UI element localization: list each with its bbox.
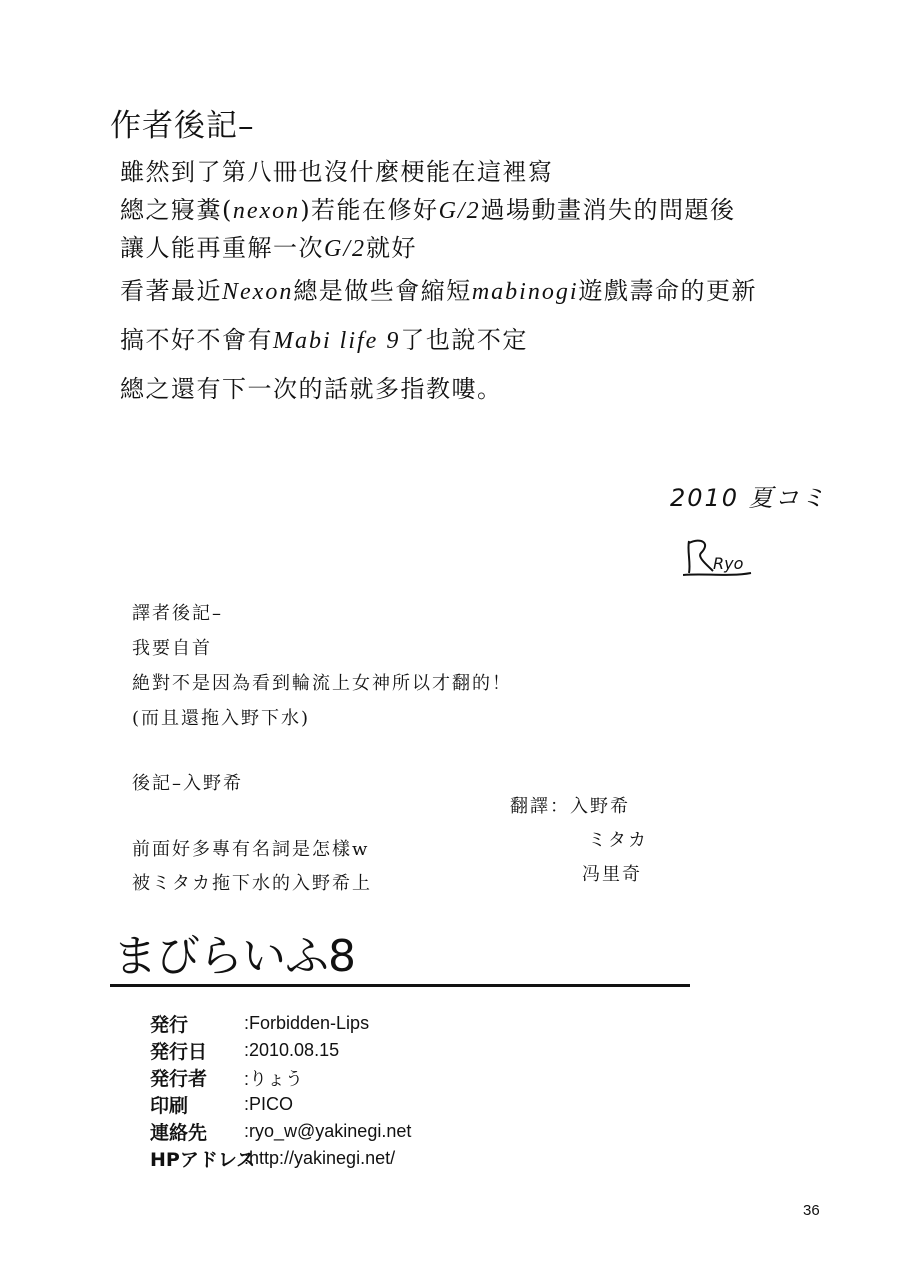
line-text: 搞不好不會有 xyxy=(120,326,273,354)
translator-note xyxy=(132,833,372,901)
colophon-label: HPアドレス xyxy=(150,1149,256,1171)
line-text: 雖然到了第八冊也沒什麼梗能在這裡寫 xyxy=(120,158,554,186)
signoff-date: 2010 夏コミ xyxy=(670,484,827,512)
line-text: 總之還有下一次的話就多指教嘍。 xyxy=(120,375,503,403)
signature-text: Ryo xyxy=(713,554,744,573)
colophon-row-printer xyxy=(150,1091,411,1118)
colophon-value: :PICO xyxy=(244,1094,294,1114)
colophon-label: 発行者 xyxy=(150,1068,208,1090)
line-text: 遊戲壽命的更新 xyxy=(578,277,757,305)
translator-note-line: 前面好多專有名詞是怎樣w xyxy=(132,839,370,860)
author-afterword-line-4 xyxy=(120,271,757,306)
signature-image xyxy=(683,535,753,579)
line-text: 總之寢糞( xyxy=(120,196,233,224)
translator-afterword-line: 我要自首 xyxy=(132,638,212,659)
credits-name: 入野希 xyxy=(570,796,630,817)
line-text: 就好 xyxy=(366,234,417,262)
line-text: 總是做些會縮短 xyxy=(293,277,472,305)
colophon-label: 発行 xyxy=(150,1014,189,1036)
author-afterword-line-2 xyxy=(120,190,736,225)
author-afterword-line-3 xyxy=(120,228,417,263)
author-afterword-line-5 xyxy=(120,320,528,355)
title-divider xyxy=(110,984,690,987)
translation-credits xyxy=(510,790,648,892)
credits-label: 翻譯： xyxy=(510,796,570,817)
credits-name: 冯里奇 xyxy=(582,864,642,885)
latin-term: Mabi life 9 xyxy=(273,328,401,354)
colophon-label: 発行日 xyxy=(150,1041,208,1063)
translator-afterword-line: (而且還拖入野下水) xyxy=(132,708,311,729)
author-afterword-line-6 xyxy=(120,369,503,404)
colophon-value: :Forbidden-Lips xyxy=(244,1013,370,1033)
colophon-value: :2010.08.15 xyxy=(244,1040,340,1060)
latin-term: Nexon xyxy=(222,279,294,305)
colophon-row-contact xyxy=(150,1118,411,1145)
line-text: 讓人能再重解一次 xyxy=(120,234,324,262)
spacer xyxy=(132,736,512,766)
line-text: )若能在修好 xyxy=(300,196,439,224)
colophon-value: :ryo_w@yakinegi.net xyxy=(244,1121,412,1141)
page-number: 36 xyxy=(803,1202,820,1219)
line-text: 看著最近 xyxy=(120,277,222,305)
translator-afterword-heading: 譯者後記– xyxy=(132,603,223,624)
colophon-value: :りょう xyxy=(244,1068,304,1089)
translator-second-heading: 後記–入野希 xyxy=(132,773,243,794)
line-text: 過場動畫消失的問題後 xyxy=(480,196,736,224)
latin-term: nexon xyxy=(232,198,301,224)
latin-term: mabinogi xyxy=(471,279,579,305)
translator-note-line: 被ミタカ拖下水的入野希上 xyxy=(132,873,372,894)
book-title: まびらいふ8 xyxy=(113,931,355,982)
latin-term: G/2 xyxy=(438,198,481,224)
colophon-row-publisher xyxy=(150,1010,411,1037)
credits-name: ミタカ xyxy=(588,830,648,851)
author-afterword-heading: 作者後記– xyxy=(110,108,255,144)
colophon-label: 連絡先 xyxy=(150,1122,208,1144)
colophon-label: 印刷 xyxy=(150,1095,189,1117)
translator-afterword xyxy=(132,596,512,801)
author-afterword-line-1 xyxy=(120,152,554,187)
colophon-row-date xyxy=(150,1037,411,1064)
credits-row xyxy=(510,790,648,824)
colophon-row-website xyxy=(150,1145,411,1172)
colophon-table xyxy=(150,1010,411,1172)
colophon-value: :http://yakinegi.net/ xyxy=(244,1148,396,1168)
colophon-row-issuer xyxy=(150,1064,411,1091)
latin-term: G/2 xyxy=(324,236,366,262)
line-text: 了也說不定 xyxy=(400,326,528,354)
translator-afterword-line: 絶對不是因為看到輪流上女神所以才翻的！ xyxy=(132,673,512,694)
